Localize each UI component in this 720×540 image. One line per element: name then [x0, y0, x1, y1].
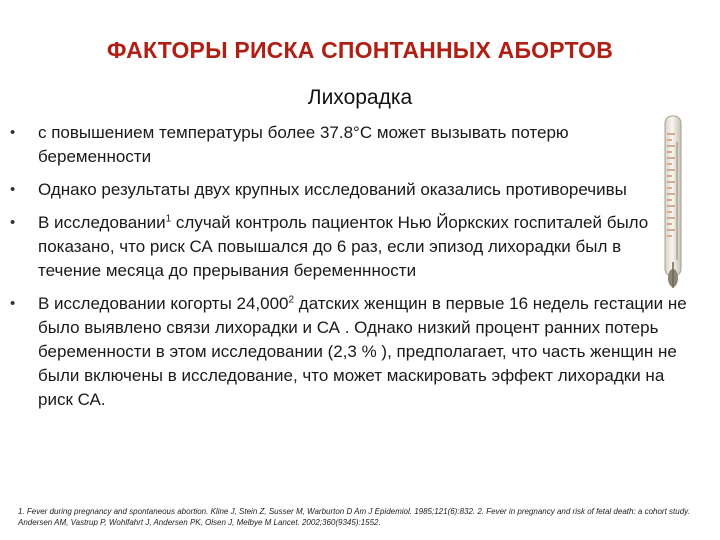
bullet-marker: •: [10, 214, 16, 231]
footnote-ref: 1: [165, 213, 172, 225]
bullet-text-end: случай контроль пациенток Нью Йоркских госпиталей было показано, что риск СА повышался до 6 раз, если эпизод лихорадки был в течение месяца до прерывания беременнности: [38, 213, 649, 280]
thermometer-icon: [655, 112, 691, 290]
slide-title: ФАКТОРЫ РИСКА СПОНТАННЫХ АБОРТОВ: [106, 37, 614, 63]
bullet-marker: •: [10, 124, 16, 141]
list-item: [10, 121, 650, 169]
footnote: 1. Fever during pregnancy and spontaneous abortion. Kline J, Stein Z, Susser M, Warburton D Am J Epidemiol. 1985;121(6):832. 2. Fever in pregnancy and risk of fetal death: a cohort study. Andersen AM, Vastrup P, Wohlfahrt J, Andersen PK, Olsen J, Melbye M Lancet. 2002;360(9345):1552.: [18, 507, 690, 527]
bullet-text-start: В исследовании когорты 24,000: [38, 294, 289, 313]
bullet-text: с повышением температуры более 37.8°С может вызывать потерю беременности: [38, 123, 569, 166]
bullet-marker: •: [10, 295, 16, 312]
bullet-marker: •: [10, 181, 16, 198]
list-item: [10, 178, 650, 202]
bullet-text-end: датских женщин в первые 16 недель гестации не было выявлено связи лихорадки и СА . Однако низкий процент ранних потерь беременности в этом исследовании (2,3 % ), предполагает, что часть женщин не были включены в исследование, что может маскировать эффект лихорадки на риск СА.: [38, 294, 687, 409]
bullet-text: Однако результаты двух крупных исследований оказались противоречивы: [38, 180, 627, 199]
bullet-text-start: В исследовании: [38, 213, 166, 232]
list-item: [10, 292, 698, 412]
list-item: [10, 211, 678, 283]
footnote-ref: 2: [288, 294, 295, 306]
slide-subtitle: Лихорадка: [307, 86, 413, 109]
bullet-list: [10, 121, 690, 421]
